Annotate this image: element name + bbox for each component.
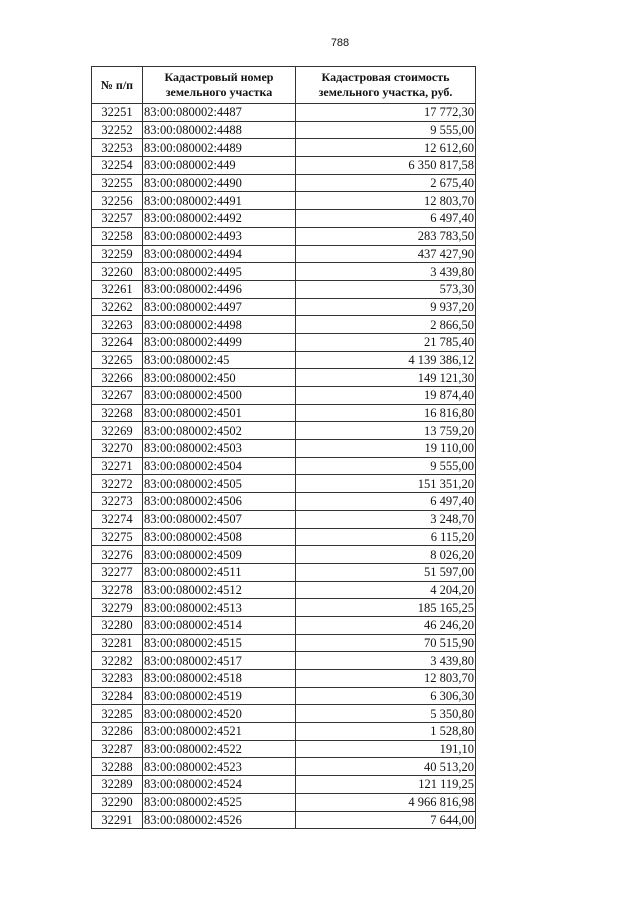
- table-row: [92, 616, 476, 634]
- cadastral-value: 149 121,30: [296, 369, 476, 387]
- table-row: [92, 316, 476, 334]
- row-number: 32273: [92, 493, 143, 511]
- table-row: [92, 387, 476, 405]
- row-number: 32251: [92, 104, 143, 122]
- table-row: [92, 139, 476, 157]
- cadastral-value: 437 427,90: [296, 245, 476, 263]
- table-row: [92, 670, 476, 688]
- cadastral-value: 3 439,80: [296, 263, 476, 281]
- cadastral-value: 1 528,80: [296, 723, 476, 741]
- cadastral-value: 9 937,20: [296, 298, 476, 316]
- cadastral-number: 83:00:080002:4518: [143, 670, 296, 688]
- cadastral-number: 83:00:080002:450: [143, 369, 296, 387]
- cadastral-number: 83:00:080002:4525: [143, 793, 296, 811]
- cadastral-number: 83:00:080002:4513: [143, 599, 296, 617]
- cadastral-number: 83:00:080002:449: [143, 157, 296, 175]
- table-row: [92, 475, 476, 493]
- table-row: [92, 245, 476, 263]
- row-number: 32278: [92, 581, 143, 599]
- table-row: [92, 440, 476, 458]
- row-number: 32253: [92, 139, 143, 157]
- cadastral-number: 83:00:080002:4505: [143, 475, 296, 493]
- table-row: [92, 723, 476, 741]
- table-row: [92, 457, 476, 475]
- cadastral-value: 7 644,00: [296, 811, 476, 829]
- cadastral-value: 6 306,30: [296, 687, 476, 705]
- row-number: 32272: [92, 475, 143, 493]
- cadastral-value: 2 675,40: [296, 174, 476, 192]
- cadastral-value: 6 497,40: [296, 210, 476, 228]
- row-number: 32262: [92, 298, 143, 316]
- table-row: [92, 563, 476, 581]
- row-number: 32285: [92, 705, 143, 723]
- cadastral-value: 3 248,70: [296, 510, 476, 528]
- table-row: [92, 758, 476, 776]
- header-cadastral-value: Кадастровая стоимость земельного участка, руб.: [296, 67, 476, 104]
- row-number: 32289: [92, 776, 143, 794]
- cadastral-value: 3 439,80: [296, 652, 476, 670]
- table-row: [92, 157, 476, 175]
- row-number: 32268: [92, 404, 143, 422]
- row-number: 32256: [92, 192, 143, 210]
- table-row: [92, 599, 476, 617]
- cadastral-number: 83:00:080002:4495: [143, 263, 296, 281]
- cadastral-number: 83:00:080002:4489: [143, 139, 296, 157]
- cadastral-number: 83:00:080002:4509: [143, 546, 296, 564]
- cadastral-number: 83:00:080002:4494: [143, 245, 296, 263]
- table-row: [92, 369, 476, 387]
- table-row: [92, 793, 476, 811]
- table-row: [92, 227, 476, 245]
- cadastral-number: 83:00:080002:4504: [143, 457, 296, 475]
- row-number: 32280: [92, 616, 143, 634]
- cadastral-number: 83:00:080002:4502: [143, 422, 296, 440]
- table-row: [92, 811, 476, 829]
- table-row: [92, 510, 476, 528]
- table-row: [92, 404, 476, 422]
- cadastral-value: 121 119,25: [296, 776, 476, 794]
- cadastral-value: 12 803,70: [296, 192, 476, 210]
- cadastral-value: 17 772,30: [296, 104, 476, 122]
- cadastral-number: 83:00:080002:4500: [143, 387, 296, 405]
- cadastral-number: 83:00:080002:4515: [143, 634, 296, 652]
- cadastral-value: 46 246,20: [296, 616, 476, 634]
- cadastral-number: 83:00:080002:4524: [143, 776, 296, 794]
- cadastral-number: 83:00:080002:4507: [143, 510, 296, 528]
- cadastral-number: 83:00:080002:4490: [143, 174, 296, 192]
- row-number: 32267: [92, 387, 143, 405]
- cadastral-value: 40 513,20: [296, 758, 476, 776]
- table-row: [92, 687, 476, 705]
- cadastral-value: 191,10: [296, 740, 476, 758]
- table-row: [92, 192, 476, 210]
- cadastral-value: 151 351,20: [296, 475, 476, 493]
- cadastral-number: 83:00:080002:4520: [143, 705, 296, 723]
- cadastral-value: 13 759,20: [296, 422, 476, 440]
- table-row: [92, 104, 476, 122]
- table-row: [92, 422, 476, 440]
- cadastral-number: 83:00:080002:4499: [143, 333, 296, 351]
- row-number: 32274: [92, 510, 143, 528]
- table-row: [92, 263, 476, 281]
- cadastral-number: 83:00:080002:4488: [143, 121, 296, 139]
- cadastral-value: 19 874,40: [296, 387, 476, 405]
- table-row: [92, 174, 476, 192]
- table-row: [92, 121, 476, 139]
- table-row: [92, 776, 476, 794]
- cadastral-number: 83:00:080002:4511: [143, 563, 296, 581]
- cadastral-value: 8 026,20: [296, 546, 476, 564]
- row-number: 32265: [92, 351, 143, 369]
- row-number: 32282: [92, 652, 143, 670]
- header-number: № п/п: [92, 67, 143, 104]
- cadastral-number: 83:00:080002:4501: [143, 404, 296, 422]
- table-row: [92, 210, 476, 228]
- cadastral-value: 4 204,20: [296, 581, 476, 599]
- row-number: 32277: [92, 563, 143, 581]
- table-row: [92, 546, 476, 564]
- cadastral-value: 12 612,60: [296, 139, 476, 157]
- row-number: 32266: [92, 369, 143, 387]
- table-header-row: [92, 67, 476, 104]
- cadastral-value: 283 783,50: [296, 227, 476, 245]
- row-number: 32261: [92, 280, 143, 298]
- row-number: 32270: [92, 440, 143, 458]
- cadastral-table: [91, 66, 476, 829]
- cadastral-value: 16 816,80: [296, 404, 476, 422]
- table-row: [92, 333, 476, 351]
- cadastral-number: 83:00:080002:4519: [143, 687, 296, 705]
- row-number: 32275: [92, 528, 143, 546]
- cadastral-number: 83:00:080002:4498: [143, 316, 296, 334]
- cadastral-value: 9 555,00: [296, 121, 476, 139]
- cadastral-value: 51 597,00: [296, 563, 476, 581]
- row-number: 32252: [92, 121, 143, 139]
- cadastral-value: 6 350 817,58: [296, 157, 476, 175]
- cadastral-number: 83:00:080002:4523: [143, 758, 296, 776]
- row-number: 32258: [92, 227, 143, 245]
- cadastral-number: 83:00:080002:4492: [143, 210, 296, 228]
- row-number: 32257: [92, 210, 143, 228]
- cadastral-number: 83:00:080002:4526: [143, 811, 296, 829]
- cadastral-number: 83:00:080002:4514: [143, 616, 296, 634]
- cadastral-number: 83:00:080002:45: [143, 351, 296, 369]
- row-number: 32263: [92, 316, 143, 334]
- row-number: 32255: [92, 174, 143, 192]
- row-number: 32279: [92, 599, 143, 617]
- row-number: 32269: [92, 422, 143, 440]
- cadastral-number: 83:00:080002:4522: [143, 740, 296, 758]
- table-row: [92, 581, 476, 599]
- table-body: [92, 104, 476, 829]
- cadastral-value: 21 785,40: [296, 333, 476, 351]
- page-number: 788: [330, 37, 350, 49]
- cadastral-number: 83:00:080002:4512: [143, 581, 296, 599]
- row-number: 32287: [92, 740, 143, 758]
- cadastral-number: 83:00:080002:4508: [143, 528, 296, 546]
- table-row: [92, 705, 476, 723]
- table-row: [92, 493, 476, 511]
- cadastral-value: 4 966 816,98: [296, 793, 476, 811]
- cadastral-number: 83:00:080002:4493: [143, 227, 296, 245]
- cadastral-number: 83:00:080002:4506: [143, 493, 296, 511]
- row-number: 32283: [92, 670, 143, 688]
- row-number: 32271: [92, 457, 143, 475]
- row-number: 32264: [92, 333, 143, 351]
- cadastral-value: 12 803,70: [296, 670, 476, 688]
- row-number: 32286: [92, 723, 143, 741]
- cadastral-number: 83:00:080002:4491: [143, 192, 296, 210]
- row-number: 32254: [92, 157, 143, 175]
- row-number: 32291: [92, 811, 143, 829]
- cadastral-value: 185 165,25: [296, 599, 476, 617]
- table-row: [92, 634, 476, 652]
- row-number: 32284: [92, 687, 143, 705]
- table-row: [92, 528, 476, 546]
- cadastral-number: 83:00:080002:4497: [143, 298, 296, 316]
- cadastral-value: 4 139 386,12: [296, 351, 476, 369]
- table-row: [92, 280, 476, 298]
- table-row: [92, 298, 476, 316]
- cadastral-number: 83:00:080002:4503: [143, 440, 296, 458]
- cadastral-value: 6 115,20: [296, 528, 476, 546]
- row-number: 32259: [92, 245, 143, 263]
- cadastral-number: 83:00:080002:4487: [143, 104, 296, 122]
- table-row: [92, 351, 476, 369]
- table-row: [92, 740, 476, 758]
- cadastral-value: 5 350,80: [296, 705, 476, 723]
- cadastral-value: 9 555,00: [296, 457, 476, 475]
- row-number: 32281: [92, 634, 143, 652]
- cadastral-value: 19 110,00: [296, 440, 476, 458]
- row-number: 32260: [92, 263, 143, 281]
- cadastral-number: 83:00:080002:4521: [143, 723, 296, 741]
- header-cadastral-number: Кадастровый номер земельного участка: [143, 67, 296, 104]
- row-number: 32288: [92, 758, 143, 776]
- table-row: [92, 652, 476, 670]
- cadastral-number: 83:00:080002:4496: [143, 280, 296, 298]
- cadastral-value: 2 866,50: [296, 316, 476, 334]
- row-number: 32290: [92, 793, 143, 811]
- cadastral-number: 83:00:080002:4517: [143, 652, 296, 670]
- cadastral-value: 573,30: [296, 280, 476, 298]
- cadastral-value: 70 515,90: [296, 634, 476, 652]
- row-number: 32276: [92, 546, 143, 564]
- cadastral-value: 6 497,40: [296, 493, 476, 511]
